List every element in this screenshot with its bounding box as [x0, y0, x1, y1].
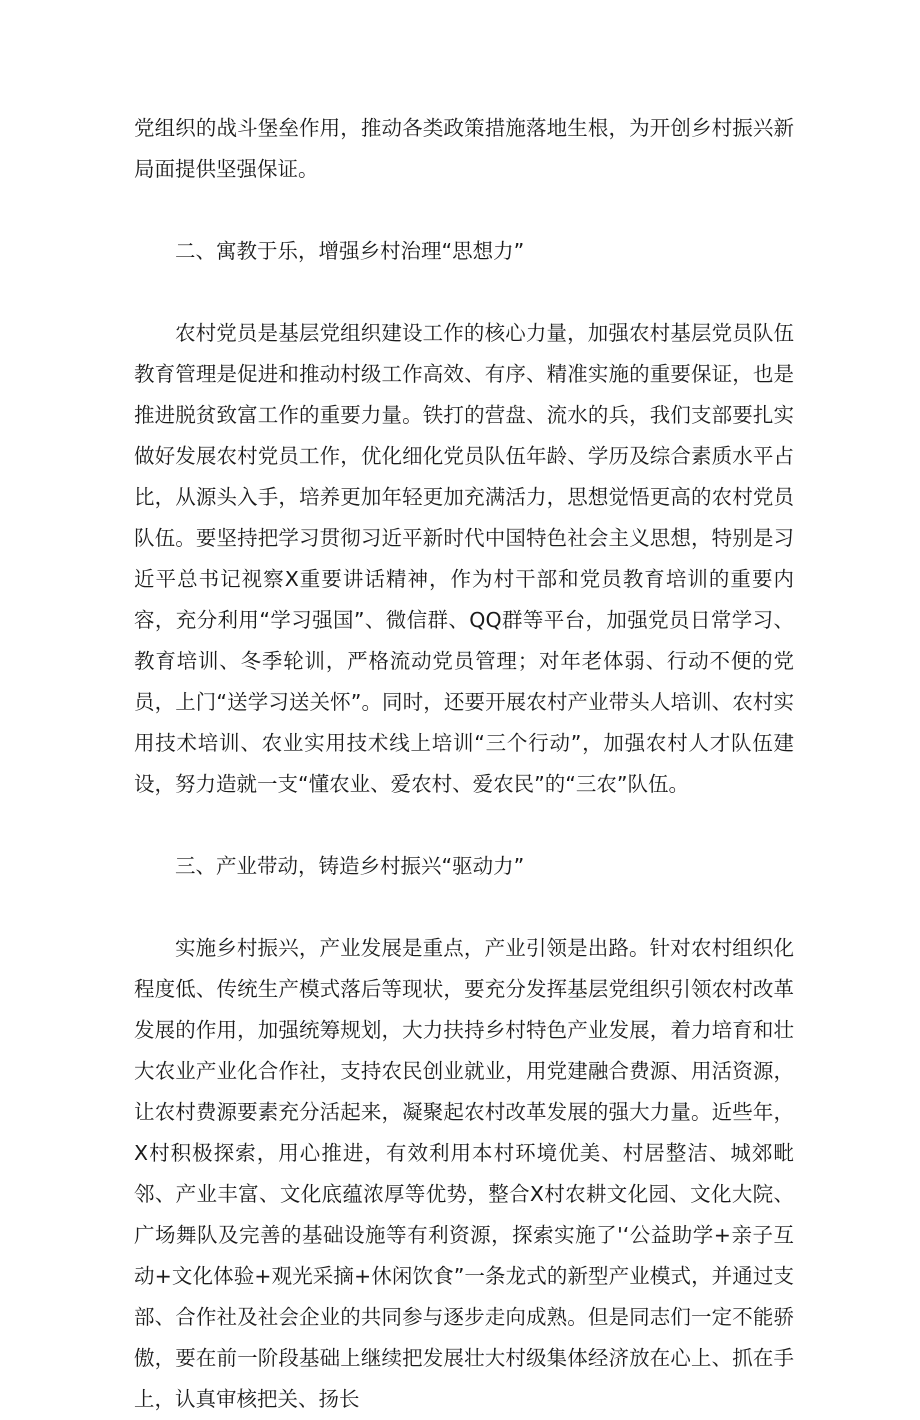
paragraph-industry: 实施乡村振兴，产业发展是重点，产业引领是出路。针对农村组织化程度低、传统生产模式落后等现状，要充分发挥基层党组织引领农村改革发展的作用，加强统筹规划，大力扶持乡村特色产业发展，着力培育和壮大农业产业化合作社，支持农民创业就业，用党建融合费源、用活资源，让农村费源要素充分活起来，凝聚起农村改革发展的强大力量。近些年，X村积极探索，用心推进，有效利用本村环境优美、村居整洁、城郊毗邻、产业丰富、文化底蕴浓厚等优势，整合X村农耕文化园、文化大院、广场舞队及完善的基础设施等有利资源，探索实施了'‘公益助学+亲子互动+文化体验+观光采摘+休闲饮食”一条龙式的新型产业模式，并通过支部、合作社及社会企业的共同参与逐步走向成熟。但是同志们一定不能骄傲，要在前一阶段基础上继续把发展壮大村级集体经济放在心上、抓在手上，认真审核把关、扬长 — [134, 936, 794, 1411]
paragraph-party-members: 农村党员是基层党组织建设工作的核心力量，加强农村基层党员队伍教育管理是促进和推动村级工作高效、有序、精准实施的重要保证，也是推进脱贫致富工作的重要力量。铁打的营盘、流水的兵，我们支部要扎实做好发展农村党员工作，优化细化党员队伍年龄、学历及综合素质水平占比，从源头入手，培养更加年轻更加充满活力，思想觉悟更高的农村党员队伍。要坚持把学习贯彻习近平新时代中国特色社会主义思想，特别是习近平总书记视察X重要讲话精神，作为村干部和党员教育培训的重要内容，充分利用“学习强国”、微信群、QQ群等平台，加强党员日常学习、教育培训、冬季轮训，严格流动党员管理；对年老体弱、行动不便的党员，上门“送学习送关怀”。同时，还要开展农村产业带头人培训、农村实用技术培训、农业实用技术线上培训“三个行动”，加强农村人才队伍建设，努力造就一支“懂农业、爱农村、爱农民”的“三农”队伍。 — [134, 321, 794, 796]
paragraph-gap — [134, 190, 794, 231]
section-heading-3: 三、产业带动，铸造乡村振兴“驱动力” — [175, 854, 525, 878]
paragraph-gap — [134, 805, 794, 846]
section-heading-2: 二、寓教于乐，增强乡村治理“思想力” — [175, 239, 525, 263]
paragraph-gap — [134, 272, 794, 313]
paragraph-continuation: 党组织的战斗堡垒作用，推动各类政策措施落地生根，为开创乡村振兴新局面提供坚强保证。 — [134, 116, 794, 181]
document-body — [134, 108, 794, 1420]
paragraph-gap — [134, 887, 794, 928]
